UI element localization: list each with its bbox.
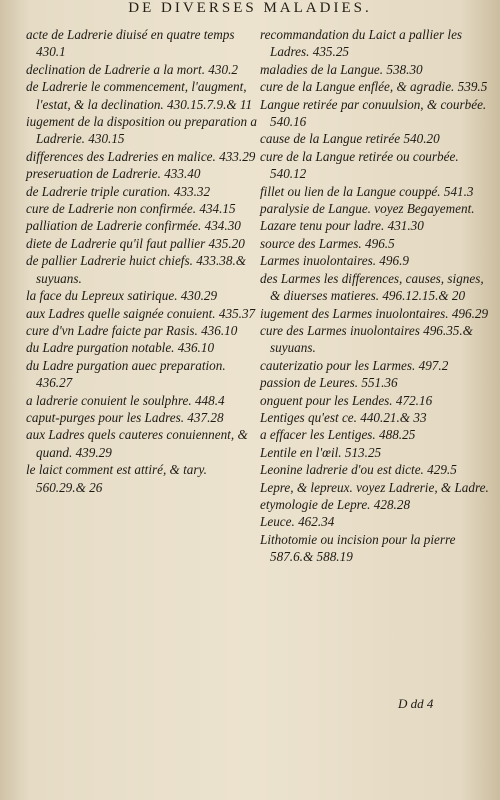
index-entry: a effacer les Lentiges. 488.25 xyxy=(260,427,416,443)
index-entry: Lentile en l'œil. 513.25 xyxy=(260,444,382,460)
index-entry: maladies de la Langue. 538.30 xyxy=(260,61,423,77)
index-entry: preseruation de Ladrerie. 433.40 xyxy=(26,166,201,182)
index-entry: cure de la Langue enflée, & agradie. 539.5 xyxy=(260,79,488,95)
index-entry: diete de Ladrerie qu'il faut pallier 435.20 xyxy=(26,235,245,251)
index-entry: la face du Lepreux satirique. 430.29 xyxy=(26,288,218,304)
index-entry: aux Ladres quels cauteres conuiennent, & quand. 439.29 xyxy=(26,427,248,460)
index-entry: iugement des Larmes inuolontaires. 496.29 xyxy=(260,305,489,321)
index-entry: Leonine ladrerie d'ou est dicte. 429.5 xyxy=(260,462,457,478)
index-entry: differences des Ladreries en malice. 433.29 xyxy=(26,148,256,164)
index-entry: Lentiges qu'est ce. 440.21.& 33 xyxy=(260,409,427,425)
index-entry: a ladrerie conuient le soulphre. 448.4 xyxy=(26,392,225,408)
index-entry: fillet ou lien de la Langue couppé. 541.3 xyxy=(260,183,474,199)
index-entry: de pallier Ladrerie huict chiefs. 433.38.& suyuans. xyxy=(26,253,247,286)
index-entry: Leuce. 462.34 xyxy=(260,514,335,530)
index-entry: passion de Leures. 551.36 xyxy=(260,375,398,391)
index-entry: aux Ladres quelle saignée conuient. 435.37 xyxy=(26,305,256,321)
index-entry: caput-purges pour les Ladres. 437.28 xyxy=(26,409,224,425)
index-entry: acte de Ladrerie diuisé en quatre temps 430.1 xyxy=(26,27,235,60)
index-entry: recommandation du Laict a pallier les Ladres. 435.25 xyxy=(260,27,463,60)
index-entry: etymologie de Lepre. 428.28 xyxy=(260,496,411,512)
index-entry: palliation de Ladrerie confirmée. 434.30 xyxy=(26,218,241,234)
index-entry: cause de la Langue retirée 540.20 xyxy=(260,131,440,147)
index-entry: Lithotomie ou incision pour la pierre 587.6.& 588.19 xyxy=(260,531,456,565)
index-entry: de Ladrerie triple curation. 433.32 xyxy=(26,183,211,199)
index-entry: du Ladre purgation auec preparation. 436.27 xyxy=(26,357,226,391)
index-entry: paralysie de Langue. voyez Begayement. xyxy=(260,201,475,217)
index-entry: des Larmes les differences, causes, signes, & diuerses matieres. 496.12.15.& 20 xyxy=(260,270,484,304)
index-entry: declination de Ladrerie a la mort. 430.2 xyxy=(26,61,238,77)
signature-mark: D dd 4 xyxy=(398,696,434,711)
right-column xyxy=(260,26,492,566)
index-entry: cure des Larmes inuolontaires 496.35.& suyuans. xyxy=(260,322,473,356)
index-entry: cure d'vn Ladre faicte par Rasis. 436.10 xyxy=(26,322,238,338)
index-entry: iugement de la disposition ou preparation a Ladrerie. 430.15 xyxy=(26,114,258,147)
index-entry: cure de Ladrerie non confirmée. 434.15 xyxy=(26,201,236,217)
index-entry: du Ladre purgation notable. 436.10 xyxy=(26,340,215,356)
index-entry: Langue retirée par conuulsion, & courbée. 540.16 xyxy=(260,96,487,130)
index-entry: source des Larmes. 496.5 xyxy=(260,235,395,251)
index-entry: cauterizatio pour les Larmes. 497.2 xyxy=(260,357,449,373)
left-column xyxy=(26,26,258,496)
page-header: DE DIVERSES MALADIES. xyxy=(128,0,372,16)
index-entry: Lepre, & lepreux. voyez Ladrerie, & Ladre. xyxy=(260,479,489,495)
index-entry: Larmes inuolontaires. 496.9 xyxy=(260,253,409,269)
index-entry: de Ladrerie le commencement, l'augment, l'estat, & la declination. 430.15.7.9.& 11 xyxy=(26,79,253,112)
index-entry: le laict comment est attiré, & tary. 560.29.& 26 xyxy=(26,462,207,495)
index-entry: Lazare tenu pour ladre. 431.30 xyxy=(260,218,424,234)
index-entry: cure de la Langue retirée ou courbée. 540.12 xyxy=(260,148,459,182)
index-entry: onguent pour les Lendes. 472.16 xyxy=(260,392,433,408)
